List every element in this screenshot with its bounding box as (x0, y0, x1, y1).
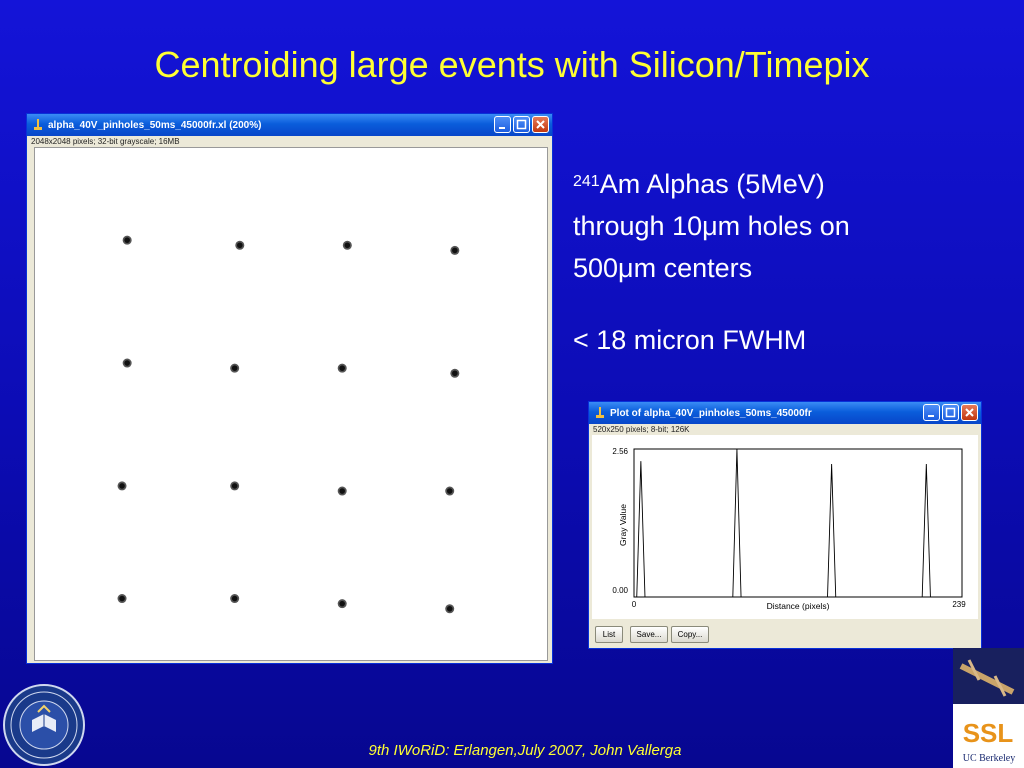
copy-button[interactable]: Copy... (671, 626, 709, 643)
profile-line (634, 449, 962, 597)
image-window[interactable] (26, 113, 553, 664)
svg-text:UC Berkeley: UC Berkeley (962, 753, 1016, 764)
footer-citation: 9th IWoRiD: Erlangen,July 2007, John Vallerga (368, 742, 682, 759)
maximize-icon (514, 117, 529, 132)
plot-minimize-button[interactable] (923, 404, 940, 421)
alpha-spot (450, 246, 459, 255)
alpha-spot (118, 481, 127, 490)
plot-close-button[interactable] (961, 404, 978, 421)
alpha-spot (445, 487, 454, 496)
alpha-spot (338, 487, 347, 496)
profile-plot (592, 435, 978, 619)
plot-window-info: 520x250 pixels; 8-bit; 126K (589, 424, 981, 435)
minimize-icon (924, 405, 939, 420)
plot-frame (634, 449, 962, 597)
image-window-titlebar[interactable] (27, 114, 552, 136)
description-line-1: Am Alphas (5MeV) (599, 169, 825, 199)
plot-window-title: Plot of alpha_40V_pinholes_50ms_45000fr (610, 407, 812, 419)
alpha-spot (230, 364, 239, 373)
image-window-info: 2048x2048 pixels; 32-bit grayscale; 16MB (27, 136, 552, 147)
plot-window[interactable] (588, 401, 982, 649)
maximize-button[interactable] (513, 116, 530, 133)
close-icon (962, 405, 977, 420)
plot-area (592, 435, 978, 619)
y-axis-label: Gray Value (618, 504, 628, 546)
minimize-button[interactable] (494, 116, 511, 133)
slide-title: Centroiding large events with Silicon/Timepix (154, 44, 870, 85)
image-window-title: alpha_40V_pinholes_50ms_45000fr.xl (200%) (48, 119, 262, 131)
alpha-spot (230, 481, 239, 490)
pinhole-image (35, 148, 547, 660)
alpha-spot (445, 604, 454, 613)
x-axis-label: Distance (pixels) (766, 601, 830, 611)
fwhm-text: < 18 micron FWHM (573, 325, 807, 355)
alpha-spot (123, 359, 132, 368)
alpha-spot (118, 594, 127, 603)
alpha-spot (343, 241, 352, 250)
alpha-spot (230, 594, 239, 603)
list-button[interactable]: List (595, 626, 623, 643)
image-canvas[interactable] (34, 147, 548, 661)
alpha-spot (338, 364, 347, 373)
close-icon (533, 117, 548, 132)
isotope-superscript: 241 (573, 173, 600, 190)
minimize-icon (495, 117, 510, 132)
y-tick-max: 2.56 (612, 447, 628, 456)
x-tick-min: 0 (631, 600, 637, 609)
imagej-icon (33, 119, 43, 131)
x-tick-max: 239 (952, 600, 966, 609)
alpha-spot (123, 236, 132, 245)
maximize-icon (943, 405, 958, 420)
save-button[interactable]: Save... (630, 626, 668, 643)
y-tick-min: 0.00 (612, 586, 628, 595)
plot-maximize-button[interactable] (942, 404, 959, 421)
alpha-spot (450, 369, 459, 378)
description-line-2: through 10μm holes on (573, 211, 850, 241)
description-line-3: 500μm centers (573, 253, 753, 283)
plot-window-titlebar[interactable] (589, 402, 981, 424)
alpha-spot (338, 599, 347, 608)
alpha-spot (235, 241, 244, 250)
svg-text:SSL: SSL (962, 718, 1014, 748)
imagej-icon (595, 407, 605, 419)
close-button[interactable] (532, 116, 549, 133)
description (573, 163, 850, 289)
